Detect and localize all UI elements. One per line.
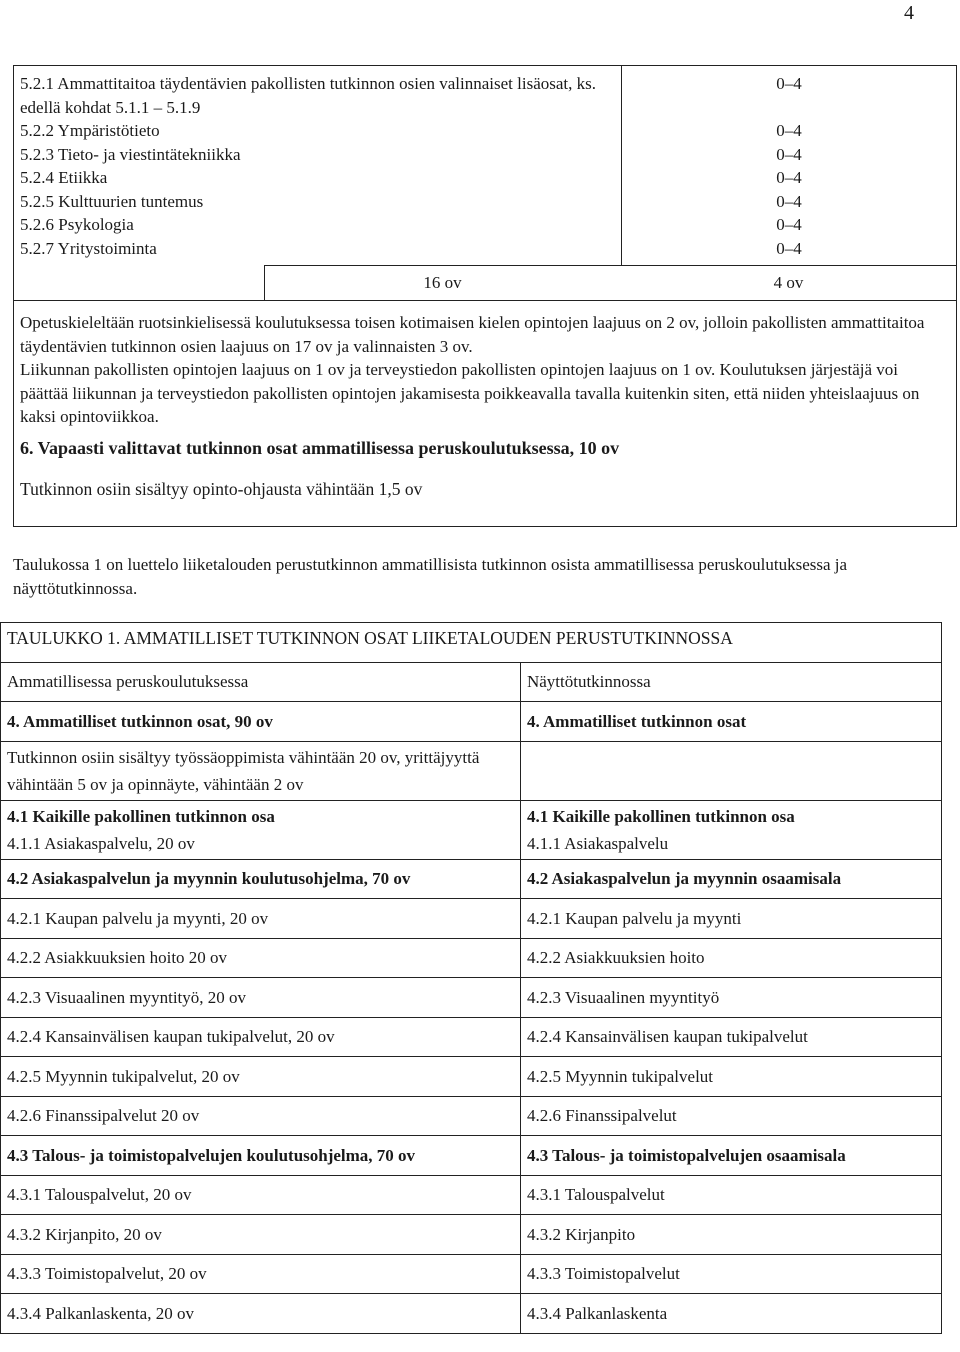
table-row — [1, 1175, 942, 1215]
mandatory-sub: 4.1.1 Asiakaspalvelu — [526, 833, 669, 853]
course-item: 5.2.4 Etiikka — [20, 168, 108, 187]
empty-cell — [520, 741, 941, 800]
total-right: 4 ov — [773, 273, 804, 292]
table-row — [1, 938, 942, 978]
table-row — [1, 1017, 942, 1057]
course-list — [20, 72, 610, 260]
table-row — [1, 1294, 942, 1334]
range-value: 0–4 — [776, 121, 802, 140]
notes — [20, 311, 950, 429]
unit-competence: 4.3.3 Toimistopalvelut — [520, 1254, 941, 1294]
unit-competence: 4.3.4 Palkanlaskenta — [520, 1294, 941, 1334]
total-left: 16 ov — [423, 273, 462, 292]
unit-competence: 4.3.2 Kirjanpito — [520, 1215, 941, 1255]
table-row — [1, 899, 942, 939]
unit-competence: 4.3.1 Talouspalvelut — [520, 1175, 941, 1215]
note-paragraph: Opetuskieleltään ruotsinkielisessä koulutuksessa toisen kotimaisen kielen opintojen laajuus on 2 ov, jolloin pakollisten ammattitaitoa täydentävien tutkinnon osien laajuus on 17 ov ja valinnaisten 3 ov. — [20, 313, 925, 356]
unit-competence: 4.2.3 Visuaalinen myyntityö — [520, 978, 941, 1018]
unit-competence: 4.2.1 Kaupan palvelu ja myynti — [520, 899, 941, 939]
course-item: 5.2.6 Psykologia — [20, 215, 134, 234]
unit-basic: 4.2.6 Finanssipalvelut 20 ov — [1, 1096, 521, 1136]
section-6-heading: 6. Vapaasti valittavat tutkinnon osat ammatillisessa peruskoulutuksessa, 10 ov — [20, 438, 620, 458]
table-title: TAULUKKO 1. AMMATILLISET TUTKINNON OSAT LIIKETALOUDEN PERUSTUTKINNOSSA — [1, 623, 942, 663]
mandatory-sub: 4.1.1 Asiakaspalvelu, 20 ov — [7, 833, 195, 853]
main-units-left: 4. Ammatilliset tutkinnon osat, 90 ov — [1, 702, 521, 742]
mandatory-title: 4.1 Kaikille pakollinen tutkinnon osa — [526, 806, 795, 826]
table-row — [1, 1136, 942, 1176]
guidance-text: Tutkinnon osiin sisältyy opinto-ohjausta vähintään 1,5 ov — [20, 479, 423, 499]
unit-competence: 4.2.6 Finanssipalvelut — [520, 1096, 941, 1136]
range-value: 0–4 — [776, 215, 802, 234]
unit-basic: 4.3.1 Talouspalvelut, 20 ov — [1, 1175, 521, 1215]
unit-basic: 4.2.2 Asiakkuuksien hoito 20 ov — [1, 938, 521, 978]
page-number: 4 — [904, 2, 914, 24]
mandatory-title: 4.1 Kaikille pakollinen tutkinnon osa — [7, 806, 275, 826]
column-header-competence: Näyttötutkinnossa — [520, 662, 941, 702]
unit-basic: 4.3 Talous- ja toimistopalvelujen koulutusohjelma, 70 ov — [1, 1136, 521, 1176]
table-row — [1, 1215, 942, 1255]
range-value: 0–4 — [776, 144, 802, 164]
course-item: 5.2.3 Tieto- ja viestintätekniikka — [20, 144, 241, 164]
unit-basic: 4.2.5 Myynnin tukipalvelut, 20 ov — [1, 1057, 521, 1097]
unit-basic: 4.3.2 Kirjanpito, 20 ov — [1, 1215, 521, 1255]
range-list — [714, 72, 864, 260]
table-row — [1, 1096, 942, 1136]
learning-requirements: Tutkinnon osiin sisältyy työssäoppimista vähintään 20 ov, yrittäjyyttä vähintään 5 ov ja opinnäyte, vähintään 2 ov — [1, 741, 521, 800]
unit-basic: 4.2.3 Visuaalinen myyntityö, 20 ov — [1, 978, 521, 1018]
note-paragraph: Liikunnan pakollisten opintojen laajuus on 1 ov ja terveystiedon pakollisten opintojen laajuus on 1 ov. Koulutuksen järjestäjä voi päättää liikunnan ja terveystiedon pakollisten opintojen jakamisesta poikkeavalla tavalla kuitenkin siten, että niiden yhteislaajuus on kaksi opintoviikkoa. — [20, 360, 920, 426]
totals-bottom-border — [14, 300, 956, 301]
course-item: 5.2.7 Yritystoiminta — [20, 238, 157, 258]
unit-competence: 4.2.2 Asiakkuuksien hoito — [520, 938, 941, 978]
units-table — [0, 622, 942, 1334]
table-row — [1, 1254, 942, 1294]
unit-basic: 4.3.4 Palkanlaskenta, 20 ov — [1, 1294, 521, 1334]
mandatory-unit-right — [520, 800, 941, 859]
unit-basic: 4.2.4 Kansainvälisen kaupan tukipalvelut, 20 ov — [1, 1017, 521, 1057]
unit-basic: 4.3.3 Toimistopalvelut, 20 ov — [1, 1254, 521, 1294]
unit-basic: 4.2 Asiakaspalvelun ja myynnin koulutusohjelma, 70 ov — [1, 859, 521, 899]
unit-basic: 4.2.1 Kaupan palvelu ja myynti, 20 ov — [1, 899, 521, 939]
table-row — [1, 859, 942, 899]
table-row — [1, 978, 942, 1018]
course-item: 5.2.1 Ammattitaitoa täydentävien pakollisten tutkinnon osien valinnaiset lisäosat, ks. edellä kohdat 5.1.1 – 5.1.9 — [20, 74, 597, 117]
main-units-right: 4. Ammatilliset tutkinnon osat — [520, 702, 941, 742]
unit-competence: 4.3 Talous- ja toimistopalvelujen osaamisala — [520, 1136, 941, 1176]
course-item: 5.2.2 Ympäristötieto — [20, 121, 160, 140]
mandatory-unit-left — [1, 800, 521, 859]
unit-competence: 4.2.5 Myynnin tukipalvelut — [520, 1057, 941, 1097]
intro-paragraph: Taulukossa 1 on luettelo liiketalouden perustutkinnon ammatillisista tutkinnon osista ammatillisessa peruskoulutuksessa ja näyttötutkinnossa. — [13, 555, 848, 598]
range-value: 0–4 — [776, 74, 802, 93]
range-value: 0–4 — [776, 168, 802, 187]
range-value: 0–4 — [776, 191, 802, 211]
elective-courses-frame — [13, 65, 957, 527]
unit-competence: 4.2.4 Kansainvälisen kaupan tukipalvelut — [520, 1017, 941, 1057]
course-item: 5.2.5 Kulttuurien tuntemus — [20, 191, 204, 211]
range-value: 0–4 — [776, 238, 802, 258]
column-divider — [621, 66, 622, 265]
unit-competence: 4.2 Asiakaspalvelun ja myynnin osaamisala — [520, 859, 941, 899]
table-row — [1, 1057, 942, 1097]
column-header-basic: Ammatillisessa peruskoulutuksessa — [1, 662, 521, 702]
